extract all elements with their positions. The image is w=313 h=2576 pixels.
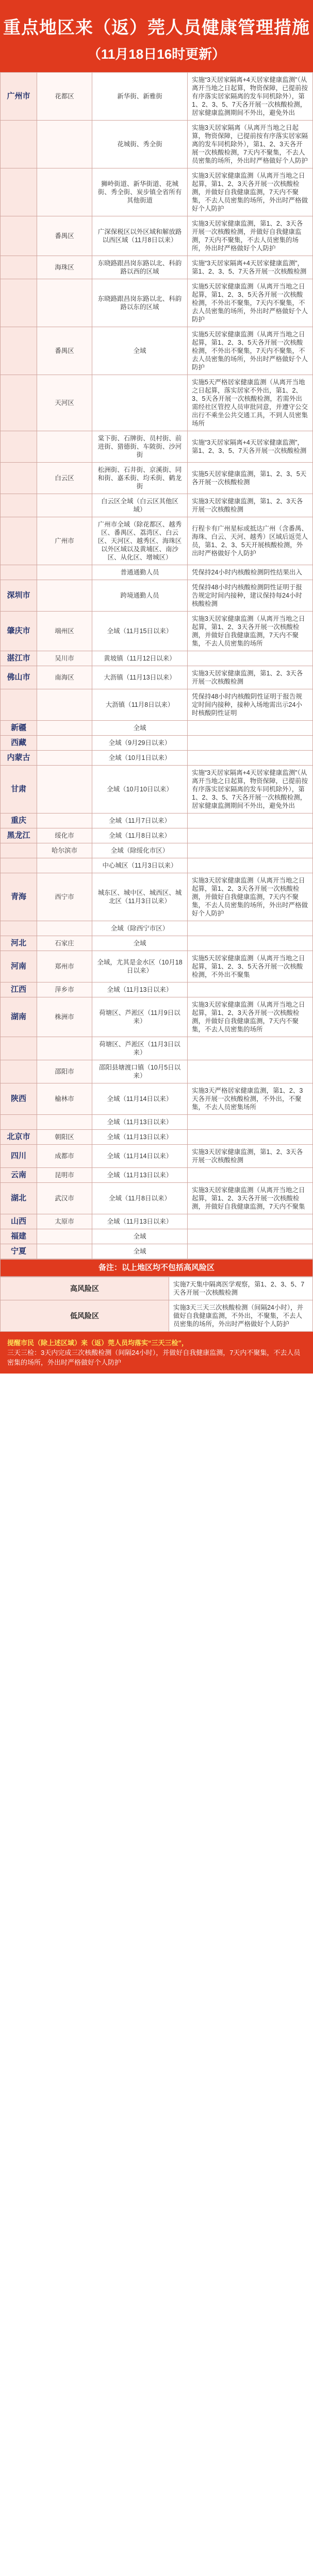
city-cell <box>37 921 92 936</box>
city-cell: 花都区 <box>37 73 92 121</box>
table-row <box>1 751 313 766</box>
table-row <box>1 1037 313 1060</box>
province-cell: 重庆 <box>1 814 37 828</box>
measure-cell: 实施5天居家健康监测（从离开当地之日起算，第1、2、3、5天各开展一次核酸检测，不外出不聚集，7天内不聚集，不去人员密集的场所，外出时严格做好个人防护 <box>188 327 313 375</box>
city-cell: 郑州市 <box>37 951 92 982</box>
measure-cell <box>188 1244 313 1259</box>
table-row <box>1 463 313 494</box>
area-cell: 全域（10月1日以来） <box>92 751 188 766</box>
risk-measure: 实施3天三天三次核酸检测（间隔24小时），并做好自我健康监测，不外出，不聚集，不去人员密集的场所，外出时严格做好个人防护 <box>169 1300 313 1332</box>
province-cell: 宁夏 <box>1 1244 37 1259</box>
table-row <box>1 997 313 1037</box>
table-row <box>1 651 313 666</box>
measures-table <box>0 72 313 1259</box>
table-row <box>1 982 313 997</box>
measure-cell <box>188 651 313 666</box>
province-cell: 云南 <box>1 1168 37 1183</box>
measure-cell: 凭保持24小时内核酸检测阴性结果出入 <box>188 565 313 580</box>
table-row <box>1 1229 313 1244</box>
city-cell <box>37 721 92 736</box>
province-cell: 北京市 <box>1 1130 37 1145</box>
province-cell: 广州市 <box>1 73 37 121</box>
area-cell: 棠下街、石牌街、员村街、前进街、猎德街、车陂街、沙河街 <box>92 431 188 463</box>
province-cell <box>1 858 37 873</box>
measure-cell <box>188 1168 313 1183</box>
area-cell: 全域（11月8日以来） <box>92 1183 188 1214</box>
city-cell: 端州区 <box>37 612 92 651</box>
province-cell <box>1 517 37 565</box>
province-cell <box>1 216 37 256</box>
area-cell: 全域（除绥化市区） <box>92 843 188 858</box>
table-row <box>1 1183 313 1214</box>
measure-cell: 实施3天严格居家健康监测，第1、2、3天各开展一次核酸检测，不外出，不聚集，不去人员密集场所 <box>188 1083 313 1115</box>
city-cell <box>37 736 92 751</box>
city-cell <box>37 689 92 721</box>
area-cell: 全域（10月10日以来） <box>92 766 188 814</box>
city-cell <box>37 1037 92 1060</box>
city-cell <box>37 858 92 873</box>
risk-row <box>1 1300 313 1332</box>
measure-cell <box>188 1229 313 1244</box>
measure-cell: 实施“3天居家隔离+4天居家健康监测”（从离开当地之日起算，物资保障，已提前按有序落实居家隔离的发车同机除外），第1、2、3、5、7天各开展一次核酸检测，居家健康监测期间不外出，避免外出 <box>188 73 313 121</box>
table-row <box>1 1115 313 1130</box>
area-cell: 狮岭街道、新华街道、花城街、秀全街、炭步镇全省所有其他街道 <box>92 168 188 216</box>
province-cell <box>1 168 37 216</box>
province-cell: 深圳市 <box>1 580 37 612</box>
province-cell <box>1 689 37 721</box>
measure-cell: 实施3天居家隔离（从离开当地之日起算，物资保障，已提前按有序落实居家隔离的发车同机除外），第1、2、3天各开展一次核酸检测，7天内不聚集，不去人员密集的场所，外出时严格做好个人防护 <box>188 121 313 168</box>
city-cell <box>37 565 92 580</box>
measure-cell <box>188 1060 313 1083</box>
table-row <box>1 873 313 921</box>
table-row <box>1 1083 313 1115</box>
risk-name: 低风险区 <box>1 1300 169 1332</box>
measure-cell <box>188 721 313 736</box>
city-cell <box>37 1115 92 1130</box>
area-cell: 全域（11月13日以来） <box>92 1214 188 1229</box>
province-cell <box>1 121 37 168</box>
city-cell <box>37 580 92 612</box>
province-cell: 肇庆市 <box>1 612 37 651</box>
measure-cell <box>188 921 313 936</box>
table-row <box>1 121 313 168</box>
measure-cell <box>188 814 313 828</box>
measure-cell <box>188 828 313 843</box>
table-row <box>1 1060 313 1083</box>
city-cell: 石家庄 <box>37 936 92 951</box>
measure-cell: 实施“3天居家隔离+4天居家健康监测”，第1、2、3、5、7天各开展一次核酸检测 <box>188 431 313 463</box>
measure-cell: 实施3天居家健康监测（从离开当地之日起算，第1、2、3天各开展一次核酸检测，并做好自我健康监测，7天内不聚集，不去人员密集的场所 <box>188 612 313 651</box>
area-cell: 东晓路跟昌岗东路以北、科韵路以西的区域 <box>92 256 188 279</box>
area-cell: 全域 <box>92 1229 188 1244</box>
table-row <box>1 828 313 843</box>
footer <box>0 1332 313 1374</box>
measure-cell: 实施3天居家健康监测，第1、2、3天各开展一次核酸检测 <box>188 494 313 517</box>
city-cell: 朝阳区 <box>37 1130 92 1145</box>
city-cell: 昆明市 <box>37 1168 92 1183</box>
city-cell <box>37 431 92 463</box>
area-cell <box>92 375 188 431</box>
table-row <box>1 216 313 256</box>
province-cell: 西藏 <box>1 736 37 751</box>
area-cell: 全域（11月8日以来） <box>92 828 188 843</box>
table-row <box>1 666 313 689</box>
area-cell: 全域 <box>92 721 188 736</box>
city-cell: 番禺区 <box>37 216 92 256</box>
measure-cell: 实施3天居家健康监测，第1、2、3天各开展一次核酸检测，并做好自我健康监测，7天内不聚集，不去人员密集的场所，外出时严格做好个人防护 <box>188 216 313 256</box>
province-cell <box>1 494 37 517</box>
measure-cell <box>188 1130 313 1145</box>
header <box>0 0 313 72</box>
table-row <box>1 1130 313 1145</box>
province-cell: 甘肃 <box>1 766 37 814</box>
city-cell: 萍乡市 <box>37 982 92 997</box>
table-row <box>1 921 313 936</box>
footer-line1: 提醒市民（除上述区域）来（返）莞人员均落实“三天三检”， <box>7 1339 189 1347</box>
measure-cell <box>188 1115 313 1130</box>
province-cell <box>1 463 37 494</box>
update-time: （11月18日16时更新） <box>87 46 226 62</box>
province-cell <box>1 431 37 463</box>
province-cell <box>1 565 37 580</box>
province-cell <box>1 375 37 431</box>
measure-cell: 实施3天居家健康监测（从离开当地之日起算，第1、2、3天各开展一次核酸检测，并做好自我健康监测，7天内不聚集，不去人员密集的场所 <box>188 997 313 1037</box>
table-row <box>1 431 313 463</box>
city-cell <box>37 168 92 216</box>
measure-cell: 凭保持48小时内核酸阴性证明于报告规定时间内接种，接种入场地需出示24小时核酸阴性证明 <box>188 689 313 721</box>
city-cell <box>37 279 92 327</box>
measure-cell: 实施3天居家健康监测，第1、2、3天各开展一次核酸检测 <box>188 666 313 689</box>
province-cell: 山西 <box>1 1214 37 1229</box>
area-cell: 新华街、新雅街 <box>92 73 188 121</box>
measure-cell: 实施5天居家健康监测，第1、2、3、5天各开展一次核酸检测 <box>188 463 313 494</box>
city-cell: 绥化市 <box>37 828 92 843</box>
note-table <box>0 1259 313 1277</box>
area-cell: 普通通勤人员 <box>92 565 188 580</box>
measure-cell <box>188 843 313 858</box>
city-cell: 西宁市 <box>37 873 92 921</box>
measure-cell: 实施3天居家健康监测（从离开当地之日起算，第1、2、3天各开展一次核酸检测，并做好自我健康监测，7天内不聚集，不去人员密集的场所，外出时严格做好个人防护 <box>188 168 313 216</box>
area-cell: 荷塘区、芦淞区（11月9日以来） <box>92 997 188 1037</box>
table-row <box>1 168 313 216</box>
measure-cell: 实施5天严格居家健康监测（从离开当地之日起算，落实居家不外出，第1、2、3、5天各开展一次核酸检测，若需外出需经社区管控人员审批同意，并遵守公交出行不乘坐公共交通工具，不到人员密集场所 <box>188 375 313 431</box>
measure-cell: 凭保持48小时内核酸检测阴性证明于报告规定时间内接种，建议保持每24小时核酸检测 <box>188 580 313 612</box>
city-cell <box>37 494 92 517</box>
risk-row <box>1 1277 313 1300</box>
table-row <box>1 612 313 651</box>
city-cell: 白云区 <box>37 463 92 494</box>
table-row <box>1 1214 313 1229</box>
area-cell: 全域 <box>92 936 188 951</box>
table-row <box>1 1168 313 1183</box>
city-cell: 武汉市 <box>37 1183 92 1214</box>
table-row <box>1 580 313 612</box>
measure-cell: 实施3天居家健康监测（从离开当地之日起算，第1、2、3天各开展一次核酸检测，并做好自我健康监测，7天内不聚集 <box>188 1183 313 1214</box>
city-cell <box>37 751 92 766</box>
table-row <box>1 766 313 814</box>
footer-line2: 三天三检：3天内完成三次核酸检测（间隔24小时），并做好自我健康监测，7天内不聚集，不去人员密集的场所，外出时严格做好个人防护 <box>7 1349 301 1366</box>
area-cell: 花城街、秀全街 <box>92 121 188 168</box>
table-row <box>1 951 313 982</box>
area-cell: 全域，尤其是金水区（10月18日以来） <box>92 951 188 982</box>
city-cell <box>37 814 92 828</box>
area-cell: 全域 <box>92 1244 188 1259</box>
measure-cell <box>188 1214 313 1229</box>
province-cell: 福建 <box>1 1229 37 1244</box>
area-cell: 东晓路跟昌岗东路以北、科韵路以东的区域 <box>92 279 188 327</box>
area-cell: 全域（11月13日以来） <box>92 1115 188 1130</box>
risk-measure: 实施7天集中隔离医学观察，第1、2、3、5、7天各开展一次核酸检测 <box>169 1277 313 1300</box>
area-cell: 全域（11月13日以来） <box>92 1130 188 1145</box>
measure-cell: 实施“3天居家隔离+4天居家健康监测”（从离开当地之日起算，物资保障，已提前按有序落实居家隔离的发车同机除外），第1、2、3、5、7天各开展一次核酸检测，居家健康监测期间不外出，避免外出 <box>188 766 313 814</box>
province-cell: 黑龙江 <box>1 828 37 843</box>
measure-cell: 实施5天居家健康监测（从离开当地之日起算，第1、2、3、5天各开展一次核酸检测，不外出不聚集，7天内不聚集，不去人员密集的场所，外出时严格做好个人防护 <box>188 279 313 327</box>
area-cell: 大沥镇（11月8日以来） <box>92 689 188 721</box>
province-cell: 湖北 <box>1 1183 37 1214</box>
table-row <box>1 73 313 121</box>
area-cell: 黄坡镇（11月12日以来） <box>92 651 188 666</box>
table-row <box>1 1244 313 1259</box>
province-cell: 湖南 <box>1 997 37 1037</box>
area-cell: 全域（11月13日以来） <box>92 1168 188 1183</box>
province-cell: 湛江市 <box>1 651 37 666</box>
table-row <box>1 279 313 327</box>
table-row <box>1 494 313 517</box>
measure-cell <box>188 751 313 766</box>
area-cell: 全域（11月14日以来） <box>92 1083 188 1115</box>
area-cell: 全域（11月13日以来） <box>92 982 188 997</box>
table-row <box>1 1145 313 1168</box>
province-cell: 青海 <box>1 873 37 921</box>
city-cell <box>37 1244 92 1259</box>
measure-cell: 实施3天居家健康监测（从离开当地之日起算，第1、2、3天各开展一次核酸检测，并做好自我健康监测，7天内不聚集，不去人员密集的场所，外出时严格做好个人防护 <box>188 873 313 921</box>
area-cell: 广州市全域（除花都区、越秀区、番禺区、荔湾区、白云区、天河区、越秀区、海珠区以外区域以及黄埔区、南沙区、从化区、增城区） <box>92 517 188 565</box>
province-cell <box>1 327 37 375</box>
area-cell: 全域（11月14日以来） <box>92 1145 188 1168</box>
risk-table <box>0 1277 313 1332</box>
table-row <box>1 843 313 858</box>
table-row <box>1 565 313 580</box>
measure-cell: 实施5天居家健康监测（从离开当地之日起算，第1、2、3、5天各开展一次核酸检测，不外出不聚集 <box>188 951 313 982</box>
city-cell: 天河区 <box>37 375 92 431</box>
area-cell: 跨境通勤人员 <box>92 580 188 612</box>
measure-cell: 实施“3天居家隔离+4天居家健康监测”，第1、2、3、5、7天各开展一次核酸检测 <box>188 256 313 279</box>
province-cell <box>1 921 37 936</box>
table-row <box>1 736 313 751</box>
province-cell: 内蒙古 <box>1 751 37 766</box>
city-cell <box>37 1229 92 1244</box>
area-cell: 全域（除西宁市区） <box>92 921 188 936</box>
province-cell: 佛山市 <box>1 666 37 689</box>
city-cell: 成都市 <box>37 1145 92 1168</box>
city-cell: 榆林市 <box>37 1083 92 1115</box>
city-cell: 海珠区 <box>37 256 92 279</box>
measure-cell <box>188 936 313 951</box>
area-cell: 全域（11月15日以来） <box>92 612 188 651</box>
table-row <box>1 375 313 431</box>
city-cell: 吴川市 <box>37 651 92 666</box>
city-cell: 太原市 <box>37 1214 92 1229</box>
area-cell: 白云区全域（白云区其他区域） <box>92 494 188 517</box>
province-cell <box>1 1037 37 1060</box>
area-cell: 全域 <box>92 327 188 375</box>
table-row <box>1 936 313 951</box>
table-row <box>1 721 313 736</box>
table-row <box>1 517 313 565</box>
province-cell <box>1 256 37 279</box>
city-cell: 株洲市 <box>37 997 92 1037</box>
area-cell: 大沥镇（11月13日以来） <box>92 666 188 689</box>
province-cell <box>1 279 37 327</box>
area-cell: 松洲街、石井街、京溪街、同和街、嘉禾街、均禾街、鹤龙街 <box>92 463 188 494</box>
measure-cell: 行程卡有广州星标或抵达广州（含番禺、海珠、白云、天河、越秀）区域后返莞人员，第1、2、3、5天开展核酸检测，外出时严格做好个人防护 <box>188 517 313 565</box>
table-row <box>1 327 313 375</box>
city-cell <box>37 121 92 168</box>
area-cell: 城东区、城中区、城西区、城北区（11月3日以来） <box>92 873 188 921</box>
table-row <box>1 814 313 828</box>
measure-cell <box>188 982 313 997</box>
province-cell: 陕西 <box>1 1083 37 1115</box>
province-cell: 江西 <box>1 982 37 997</box>
province-cell <box>1 1115 37 1130</box>
table-row <box>1 256 313 279</box>
measure-cell <box>188 858 313 873</box>
area-cell: 广深保税区以外区域和解放路以西区域（11月8日以来） <box>92 216 188 256</box>
area-cell: 全域（11月7日以来） <box>92 814 188 828</box>
province-cell: 新疆 <box>1 721 37 736</box>
province-cell <box>1 843 37 858</box>
risk-name: 高风险区 <box>1 1277 169 1300</box>
province-cell: 河南 <box>1 951 37 982</box>
city-cell: 南海区 <box>37 666 92 689</box>
area-cell: 荷塘区、芦淞区（11月3日以来） <box>92 1037 188 1060</box>
city-cell: 邵阳市 <box>37 1060 92 1083</box>
measure-cell: 实施3天居家健康监测，第1、2、3天各开展一次核酸检测 <box>188 1145 313 1168</box>
city-cell: 哈尔滨市 <box>37 843 92 858</box>
area-cell: 邵阳县塘渡口镇（10月5日以来） <box>92 1060 188 1083</box>
measure-cell <box>188 1037 313 1060</box>
province-cell <box>1 1060 37 1083</box>
area-cell: 全域（9月29日以来） <box>92 736 188 751</box>
page-title: 重点地区来（返）莞人员健康管理措施 <box>3 18 310 38</box>
city-cell <box>37 766 92 814</box>
area-cell: 中心城区（11月3日以来） <box>92 858 188 873</box>
table-row <box>1 858 313 873</box>
province-cell: 河北 <box>1 936 37 951</box>
measure-cell <box>188 736 313 751</box>
note-label: 备注：以上地区均不包括高风险区 <box>1 1260 313 1277</box>
table-row <box>1 689 313 721</box>
city-cell: 广州市 <box>37 517 92 565</box>
province-cell: 四川 <box>1 1145 37 1168</box>
city-cell: 番禺区 <box>37 327 92 375</box>
